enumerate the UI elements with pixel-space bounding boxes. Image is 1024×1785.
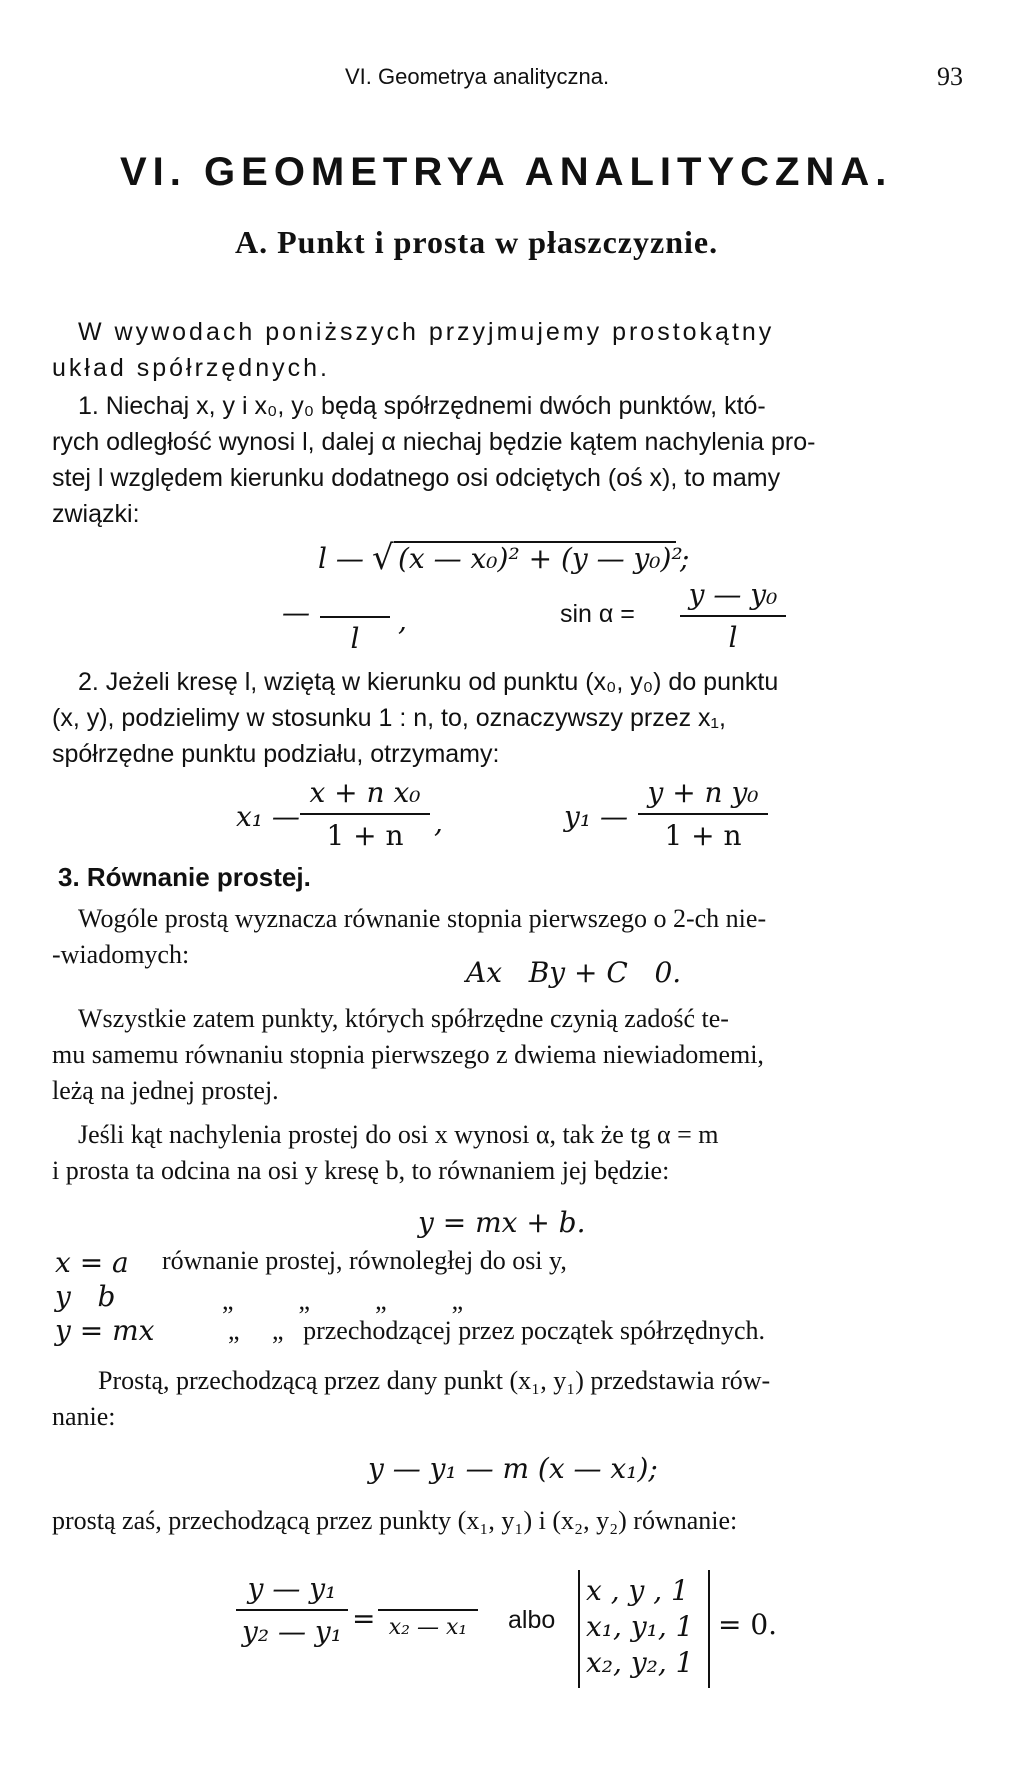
section-a-title: A. Punkt i prosta w płaszczyznie. (235, 224, 719, 260)
p5-line-2: i prosta ta odcina na osi y kresę b, to równaniem jej będzie: (52, 1156, 670, 1185)
determinant-left-bar (578, 1570, 580, 1688)
determinant-row-1: x , y , 1 (586, 1574, 689, 1607)
p4-line-3: leżą na jednej prostej. (52, 1076, 279, 1105)
eq1-frac-left (320, 582, 390, 655)
p1-line-1: 1. Niechaj x, y i x₀, y₀ będą spółrzędnemi dwóch punktów, któ- (78, 392, 766, 420)
eq2-left-bar (300, 813, 430, 815)
eq1-frac-right-bar (680, 615, 786, 617)
eq6-right-frac (378, 1572, 478, 1640)
p6-line-1: Prostą, przechodzącą przez dany punkt (x₁, y₁) przedstawia rów- (98, 1366, 771, 1395)
eq1-lhs: l — (318, 542, 364, 575)
p3-line-1: Wogóle prostą wyznacza równanie stopnia pierwszego o 2-ch nie- (78, 904, 767, 933)
eq3-general-line: Ax By + C 0. (466, 956, 682, 989)
p2-line-1: 2. Jeżeli kresę l, wziętą w kierunku od punktu (x₀, y₀) do punktu (78, 668, 779, 696)
eq6-left-num: y — y₁ (247, 1572, 337, 1605)
eq1-comma: , (398, 604, 407, 637)
case-1-text: równanie prostej, równoległej do osi y, (162, 1246, 567, 1275)
p2-line-2: (x, y), podzielimy w stosunku 1 : n, to, oznaczywszy przez x₁, (52, 704, 726, 732)
eq2-left-num: x + n x₀ (309, 776, 421, 809)
eq1-frac-left-bar (320, 616, 390, 618)
page-number: 93 (937, 62, 963, 91)
p4-line-2: mu samemu równaniu stopnia pierwszego z dwiema niewiadomemi, (52, 1040, 764, 1069)
p4-line-1: Wszystkie zatem punkty, których spółrzędne czynią zadość te- (78, 1004, 729, 1033)
eq2-left-lhs: x₁ — (236, 800, 300, 833)
eq1-frac-right (680, 578, 786, 654)
case-2-text: „ „ „ „ (222, 1286, 464, 1315)
intro-line-1: W wywodach poniższych przyjmujemy prostokątny (78, 318, 775, 346)
case-2-eq: y b (55, 1280, 116, 1313)
chapter-title: VI. GEOMETRYA ANALITYCZNA. (120, 150, 893, 194)
eq1-sin-label: sin α = (560, 600, 635, 628)
p2-line-3: spółrzędne punktu podziału, otrzymamy: (52, 740, 500, 768)
case-3-text: „ „ przechodzącej przez początek spółrzędnych. (228, 1316, 766, 1345)
determinant-right-bar (708, 1570, 710, 1688)
eq6-left-frac (236, 1572, 348, 1648)
eq1-end: ; (680, 542, 690, 575)
eq6-left-den: y₂ — y₁ (242, 1615, 342, 1648)
eq2-right-num: y + n y₀ (647, 776, 759, 809)
eq2-left-den: 1 + n (326, 819, 404, 852)
eq5-point-slope: y — y₁ — m (x — x₁); (368, 1452, 658, 1485)
eq6-albo: albo (508, 1606, 556, 1634)
p1-line-3: stej l względem kierunku dodatnego osi odciętych (oś x), to mamy (52, 464, 781, 492)
case-1-eq: x = a (55, 1246, 129, 1279)
eq1-frac-left-den: l (350, 622, 360, 655)
eq2-right-den: 1 + n (664, 819, 742, 852)
section-3-title: 3. Równanie prostej. (58, 862, 311, 892)
case-3-eq: y = mx (55, 1314, 155, 1347)
eq6-right-bar (378, 1609, 478, 1611)
determinant-result: = 0. (718, 1608, 778, 1641)
p6-line-2: nanie: (52, 1402, 116, 1431)
eq2-right-frac (638, 776, 768, 852)
eq2-right-lhs: y₁ — (564, 800, 628, 833)
eq2-comma: , (434, 806, 443, 839)
eq2-right-bar (638, 813, 768, 815)
eq1-root-sign: √ (372, 538, 394, 578)
p3-line-2: -wiadomych: (52, 940, 190, 969)
eq6-equals: = (352, 1602, 376, 1635)
eq1-frac-right-num: y — y₀ (688, 578, 778, 611)
eq6-right-den: x₂ — x₁ (388, 1615, 468, 1640)
p1-line-4: związki: (52, 500, 140, 528)
eq1-frac-left-prefix: — (282, 596, 310, 629)
intro-line-2: układ spółrzędnych. (52, 354, 330, 382)
p7-line: prostą zaś, przechodzącą przez punkty (x₁, y₁) i (x₂, y₂) równanie: (52, 1506, 738, 1535)
determinant-row-2: x₁, y₁, 1 (586, 1610, 694, 1643)
eq6-left-bar (236, 1609, 348, 1611)
eq1-frac-right-den: l (728, 621, 738, 654)
determinant-row-3: x₂, y₂, 1 (586, 1646, 694, 1679)
p5-line-1: Jeśli kąt nachylenia prostej do osi x wynosi α, tak że tg α = m (78, 1120, 719, 1149)
p1-line-2: rych odległość wynosi l, dalej α niechaj będzie kątem nachylenia pro- (52, 428, 816, 456)
running-title: VI. Geometrya analityczna. (345, 64, 610, 89)
eq2-left-frac (300, 776, 430, 852)
eq1-radicand: (x — x₀)² + (y — y₀)² (398, 542, 683, 575)
eq4-slope-form: y = mx + b. (418, 1206, 586, 1239)
